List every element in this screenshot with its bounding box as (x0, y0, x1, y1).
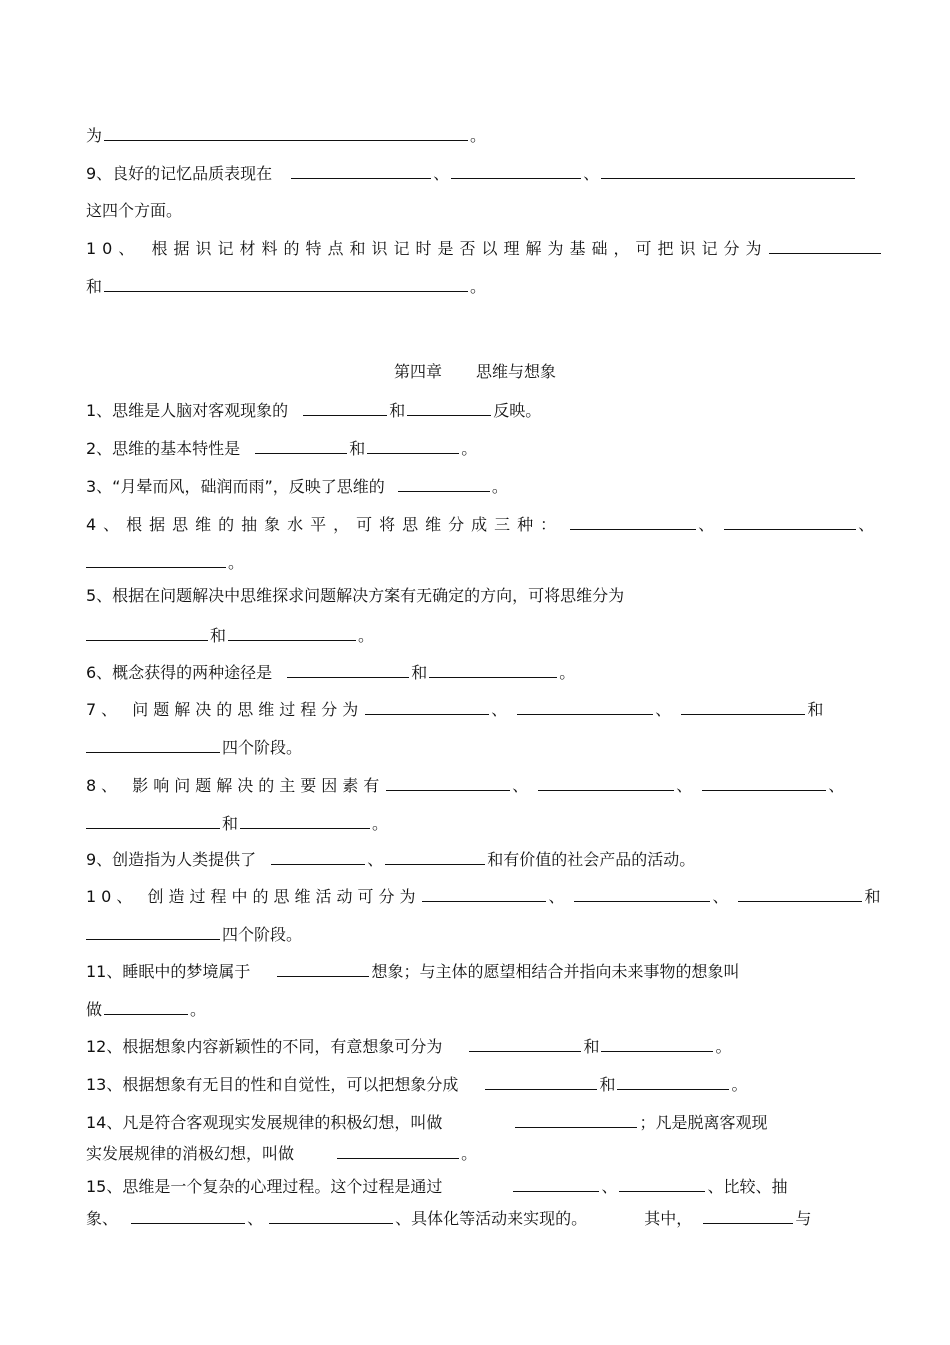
q9-memory-line (86, 163, 857, 183)
and-text: 和 (411, 663, 428, 682)
q1-tail: 反映。 (493, 401, 542, 420)
sep: 、 (548, 887, 565, 906)
sep: 、 (601, 1177, 618, 1196)
q10-tail: 四个阶段。 (222, 925, 303, 944)
q9-blank-1[interactable] (271, 849, 365, 865)
q6-blank-1[interactable] (287, 662, 409, 678)
q15-blank-4[interactable] (269, 1208, 393, 1224)
q14-line-2 (86, 1143, 477, 1163)
q8-blank-1[interactable] (386, 775, 510, 791)
sep: 、 (712, 887, 729, 906)
q15-text-2: 、比较、抽 (707, 1177, 788, 1196)
q7-blank-2[interactable] (517, 699, 653, 715)
q2-line (86, 438, 477, 458)
q7-line-2 (86, 737, 302, 757)
q10-blank-4[interactable] (86, 924, 220, 940)
q8-blank-5[interactable] (240, 813, 370, 829)
sep: 、 (655, 700, 672, 719)
q10-memory-blank-1[interactable] (769, 238, 881, 254)
period: 。 (190, 1000, 207, 1019)
q5-text: 5、根据在问题解决中思维探求问题解决方案有无确定的方向，可将思维分为 (86, 586, 625, 605)
q10-memory-line-2 (86, 276, 486, 296)
chapter-number: 第四章 (393, 362, 442, 381)
q1-blank-2[interactable] (407, 400, 491, 416)
sep: 、 (858, 515, 875, 534)
q14-blank-2[interactable] (337, 1143, 459, 1159)
q7-tail: 四个阶段。 (222, 738, 303, 757)
and-text: 和 (583, 1037, 600, 1056)
q12-blank-1[interactable] (469, 1036, 581, 1052)
period: 。 (228, 553, 245, 572)
q13-text: 13、根据想象有无目的性和自觉性，可以把想象分成 (86, 1075, 459, 1094)
q10-memory-blank-2[interactable] (104, 276, 468, 292)
and-text: 和 (349, 439, 366, 458)
q4-blank-2[interactable] (724, 514, 856, 530)
q2-tail: 。 (461, 439, 478, 458)
q9-memory-line-2 (86, 201, 182, 221)
q4-blank-3[interactable] (86, 552, 226, 568)
q6-text: 6、概念获得的两种途径是 (86, 663, 273, 682)
q10-text: 10、 创造过程中的思维活动可分为 (86, 887, 421, 906)
q4-line (86, 514, 874, 534)
q9-memory-blank-2[interactable] (451, 163, 581, 179)
q14-line (86, 1112, 767, 1132)
q15-text-4: 、具体化等活动来实现的。 (395, 1209, 588, 1228)
q13-blank-2[interactable] (617, 1074, 729, 1090)
q15-blank-5[interactable] (703, 1208, 793, 1224)
period: 。 (715, 1037, 732, 1056)
q10-line (86, 886, 881, 906)
q11-line (86, 961, 739, 981)
q8-blank[interactable] (104, 125, 468, 141)
q9-blank-2[interactable] (385, 849, 485, 865)
q10-memory-end: 。 (470, 277, 487, 296)
q9-memory-blank-3[interactable] (601, 163, 855, 179)
sep: 、 (247, 1209, 264, 1228)
period: 。 (461, 1144, 478, 1163)
q10-blank-3[interactable] (738, 886, 862, 902)
q3-line (86, 476, 508, 496)
q7-line (86, 699, 823, 719)
q15-blank-1[interactable] (513, 1176, 599, 1192)
q15-text-3: 象、 (86, 1209, 119, 1228)
q12-line (86, 1036, 732, 1056)
q8-line-2 (86, 813, 388, 833)
q14-text-2: ；凡是脱离客观现 (639, 1113, 768, 1132)
q3-text: 3、“月晕而风，础润而雨”，反映了思维的 (86, 477, 385, 496)
sep: 、 (367, 850, 384, 869)
q6-line (86, 662, 575, 682)
q13-line (86, 1074, 748, 1094)
q2-text: 2、思维的基本特性是 (86, 439, 241, 458)
q9-line (86, 849, 695, 869)
q10-memory-line (86, 238, 883, 258)
q9-memory-text: 9、良好的记忆品质表现在 (86, 164, 273, 183)
q4-blank-1[interactable] (570, 514, 696, 530)
period: 。 (559, 663, 576, 682)
and-text: 和 (210, 626, 227, 645)
q8-line (86, 775, 844, 795)
q10-blank-2[interactable] (574, 886, 710, 902)
q2-blank-1[interactable] (255, 438, 347, 454)
q4-text: 4、根据思维的抽象水平，可将思维分成三种： (86, 515, 564, 534)
q11-text-3: 做 (86, 1000, 103, 1019)
q8-end: 。 (470, 126, 487, 145)
q4-line-2 (86, 552, 244, 572)
q15-text-5: 其中， (644, 1209, 693, 1228)
q7-blank-4[interactable] (86, 737, 220, 753)
q2-blank-2[interactable] (367, 438, 459, 454)
q13-blank-1[interactable] (485, 1074, 597, 1090)
sep: 、 (433, 164, 450, 183)
and-text: 和 (599, 1075, 616, 1094)
sep: 、 (512, 776, 529, 795)
period: 。 (372, 814, 389, 833)
q11-blank-2[interactable] (104, 999, 188, 1015)
q10-memory-and: 和 (86, 277, 103, 296)
q1-text: 1、思维是人脑对客观现象的 (86, 401, 289, 420)
q7-blank-1[interactable] (365, 699, 489, 715)
sep: 、 (676, 776, 693, 795)
q12-blank-2[interactable] (601, 1036, 713, 1052)
q5-blank-1[interactable] (86, 625, 208, 641)
q1-line (86, 400, 541, 420)
q14-text: 14、凡是符合客观现实发展规律的积极幻想，叫做 (86, 1113, 443, 1132)
q3-blank[interactable] (398, 476, 490, 492)
q15-blank-3[interactable] (131, 1208, 245, 1224)
q9-text: 9、创造指为人类提供了 (86, 850, 257, 869)
q10-memory-text: 10、 根据识记材料的特点和识记时是否以理解为基础，可把识记分为 (86, 239, 768, 258)
chapter-title: 思维与想象 (476, 362, 557, 381)
q14-text-3: 实发展规律的消极幻想，叫做 (86, 1144, 295, 1163)
q9-memory-blank-1[interactable] (291, 163, 431, 179)
q8-text: 8、 影响问题解决的主要因素有 (86, 776, 385, 795)
q10-blank-1[interactable] (422, 886, 546, 902)
q15-blank-2[interactable] (619, 1176, 705, 1192)
q12-text: 12、根据想象内容新颖性的不同，有意想象可分为 (86, 1037, 443, 1056)
q11-text-2: 想象；与主体的愿望相结合并指向未来事物的想象叫 (371, 962, 740, 981)
q9-memory-tail: 这四个方面。 (86, 201, 183, 220)
q11-line-2 (86, 999, 206, 1019)
sep: 、 (583, 164, 600, 183)
q7-blank-3[interactable] (681, 699, 805, 715)
q5-blank-2[interactable] (228, 625, 356, 641)
q15-line-2 (86, 1208, 811, 1228)
and-text: 和 (807, 700, 824, 719)
q1-blank-1[interactable] (303, 400, 387, 416)
q11-blank-1[interactable] (277, 961, 369, 977)
period: 。 (358, 626, 375, 645)
q8-blank-4[interactable] (86, 813, 220, 829)
q10-line-2 (86, 924, 302, 944)
sep: 、 (491, 700, 508, 719)
and-text: 和 (222, 814, 239, 833)
q7-text: 7、 问题解决的思维过程分为 (86, 700, 364, 719)
chapter-heading (0, 362, 950, 382)
q6-blank-2[interactable] (429, 662, 557, 678)
q8-blank-3[interactable] (702, 775, 826, 791)
q11-text: 11、睡眠中的梦境属于 (86, 962, 251, 981)
q5-line (86, 586, 624, 606)
q14-blank-1[interactable] (515, 1112, 637, 1128)
q9-tail: 和有价值的社会产品的活动。 (487, 850, 696, 869)
q8-tail-text: 为 (86, 126, 103, 145)
q15-line (86, 1176, 788, 1196)
sep: 、 (828, 776, 845, 795)
and-text: 和 (389, 401, 406, 420)
sep: 、 (698, 515, 715, 534)
and-text: 和 (864, 887, 881, 906)
q5-line-2 (86, 625, 374, 645)
period: 。 (731, 1075, 748, 1094)
q3-tail: 。 (491, 477, 508, 496)
q15-text: 15、思维是一个复杂的心理过程。这个过程是通过 (86, 1177, 443, 1196)
q8-blank-2[interactable] (538, 775, 674, 791)
q8-continuation (86, 125, 486, 145)
q15-text-6: 与 (795, 1209, 812, 1228)
